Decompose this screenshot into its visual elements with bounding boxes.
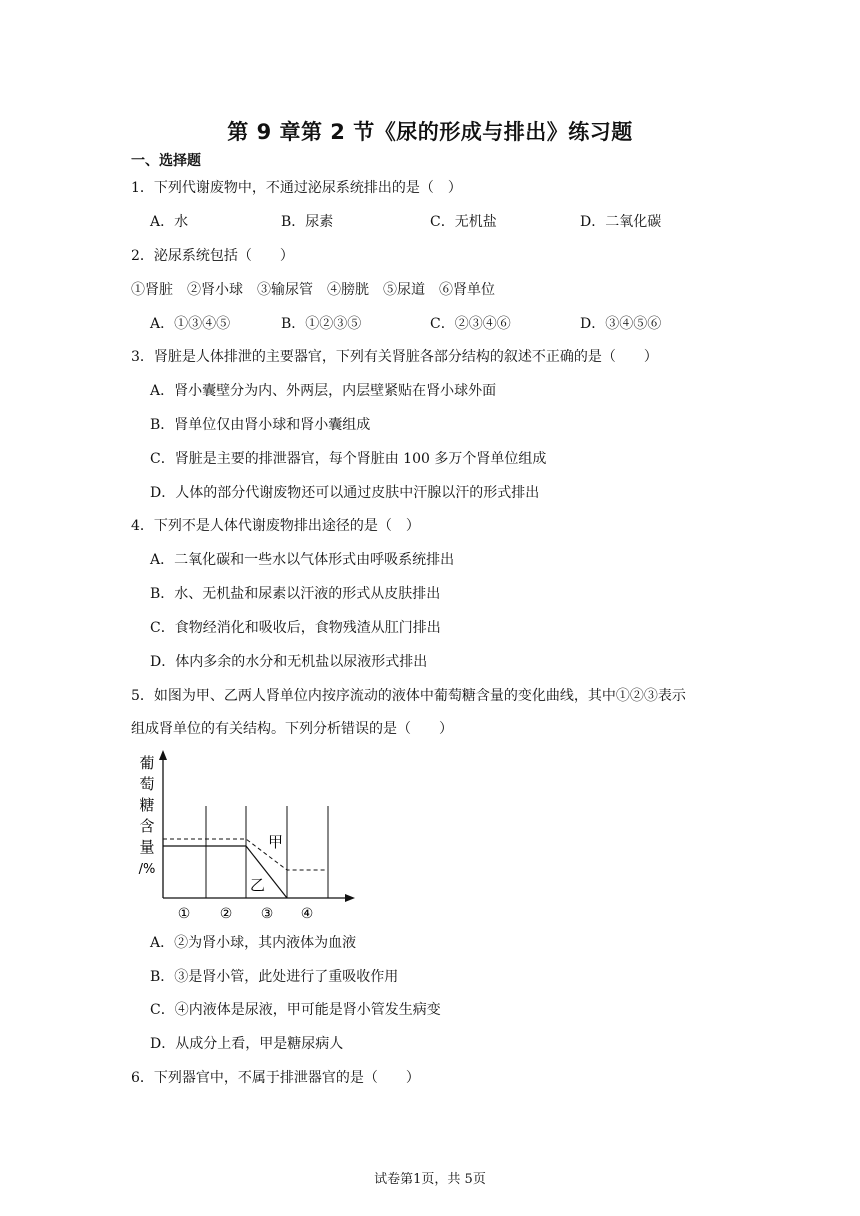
q1-option-c: C．无机盐 bbox=[430, 214, 497, 230]
q5-option-b: B．③是肾小管，此处进行了重吸收作用 bbox=[150, 969, 399, 985]
region-label: ③ bbox=[260, 906, 274, 922]
q5-option-d: D．从成分上看，甲是糖尿病人 bbox=[150, 1036, 344, 1052]
question-5-stem-line1: 5．如图为甲、乙两人肾单位内按序流动的液体中葡萄糖含量的变化曲线，其中①②③表示 bbox=[131, 688, 686, 704]
q2-option-b: B．①②③⑤ bbox=[281, 316, 362, 332]
question-3-stem: 3．肾脏是人体排泄的主要器官，下列有关肾脏各部分结构的叙述不正确的是（ ） bbox=[131, 349, 658, 365]
q3-option-b: B．肾单位仅由肾小球和肾小囊组成 bbox=[150, 417, 371, 433]
q1-option-d: D．二氧化碳 bbox=[580, 214, 662, 230]
region-label: ② bbox=[219, 906, 233, 922]
y-axis-arrow bbox=[159, 750, 167, 760]
q2-option-d: D．③④⑤⑥ bbox=[580, 316, 662, 332]
question-2-stem: 2．泌尿系统包括（ ） bbox=[131, 248, 294, 264]
region-label: ④ bbox=[300, 906, 314, 922]
series-label-jia: 甲 bbox=[268, 833, 284, 851]
series-label-yi: 乙 bbox=[250, 876, 266, 894]
ylabel-char: 糖 bbox=[139, 796, 155, 814]
ylabel-char: 含 bbox=[139, 817, 155, 835]
question-4-stem: 4．下列不是人体代谢废物排出途径的是（ ） bbox=[131, 518, 420, 534]
q5-option-c: C．④内液体是尿液，甲可能是肾小管发生病变 bbox=[150, 1002, 441, 1018]
section-heading: 一、选择题 bbox=[131, 153, 201, 169]
x-axis-arrow bbox=[345, 894, 355, 902]
glucose-figure bbox=[130, 748, 370, 926]
question-5-stem-line2: 组成肾单位的有关结构。下列分析错误的是（ ） bbox=[131, 721, 453, 737]
q1-option-a: A．水 bbox=[150, 214, 189, 230]
question-2-items: ①肾脏 ②肾小球 ③输尿管 ④膀胱 ⑤尿道 ⑥肾单位 bbox=[131, 282, 495, 298]
q4-option-d: D．体内多余的水分和无机盐以尿液形式排出 bbox=[150, 654, 428, 670]
ylabel-char: 葡 bbox=[139, 754, 155, 772]
q4-option-c: C．食物经消化和吸收后，食物残渣从肛门排出 bbox=[150, 620, 441, 636]
q2-option-a: A．①③④⑤ bbox=[150, 316, 231, 332]
region-label: ① bbox=[177, 906, 191, 922]
ylabel-char: /% bbox=[138, 862, 156, 877]
ylabel-char: 量 bbox=[139, 838, 155, 856]
question-6-stem: 6．下列器官中，不属于排泄器官的是（ ） bbox=[131, 1070, 420, 1086]
question-1-stem: 1．下列代谢废物中，不通过泌尿系统排出的是（ ） bbox=[131, 180, 462, 196]
curve-yi bbox=[163, 846, 287, 898]
ylabel-char: 萄 bbox=[139, 775, 155, 793]
q4-option-a: A．二氧化碳和一些水以气体形式由呼吸系统排出 bbox=[150, 552, 455, 568]
q4-option-b: B．水、无机盐和尿素以汗液的形式从皮肤排出 bbox=[150, 586, 441, 602]
q5-option-a: A．②为肾小球，其内液体为血液 bbox=[150, 935, 357, 951]
q2-option-c: C．②③④⑥ bbox=[430, 316, 511, 332]
q1-option-b: B．尿素 bbox=[281, 214, 334, 230]
q3-option-c: C．肾脏是主要的排泄器官，每个肾脏由 100 多万个肾单位组成 bbox=[150, 451, 547, 467]
page-footer: 试卷第1页，共 5页 bbox=[374, 1172, 486, 1187]
q3-option-a: A．肾小囊壁分为内、外两层，内层壁紧贴在肾小球外面 bbox=[150, 383, 497, 399]
page-title: 第 9 章第 2 节《尿的形成与排出》练习题 bbox=[227, 120, 633, 144]
q3-option-d: D．人体的部分代谢废物还可以通过皮肤中汗腺以汗的形式排出 bbox=[150, 485, 540, 501]
